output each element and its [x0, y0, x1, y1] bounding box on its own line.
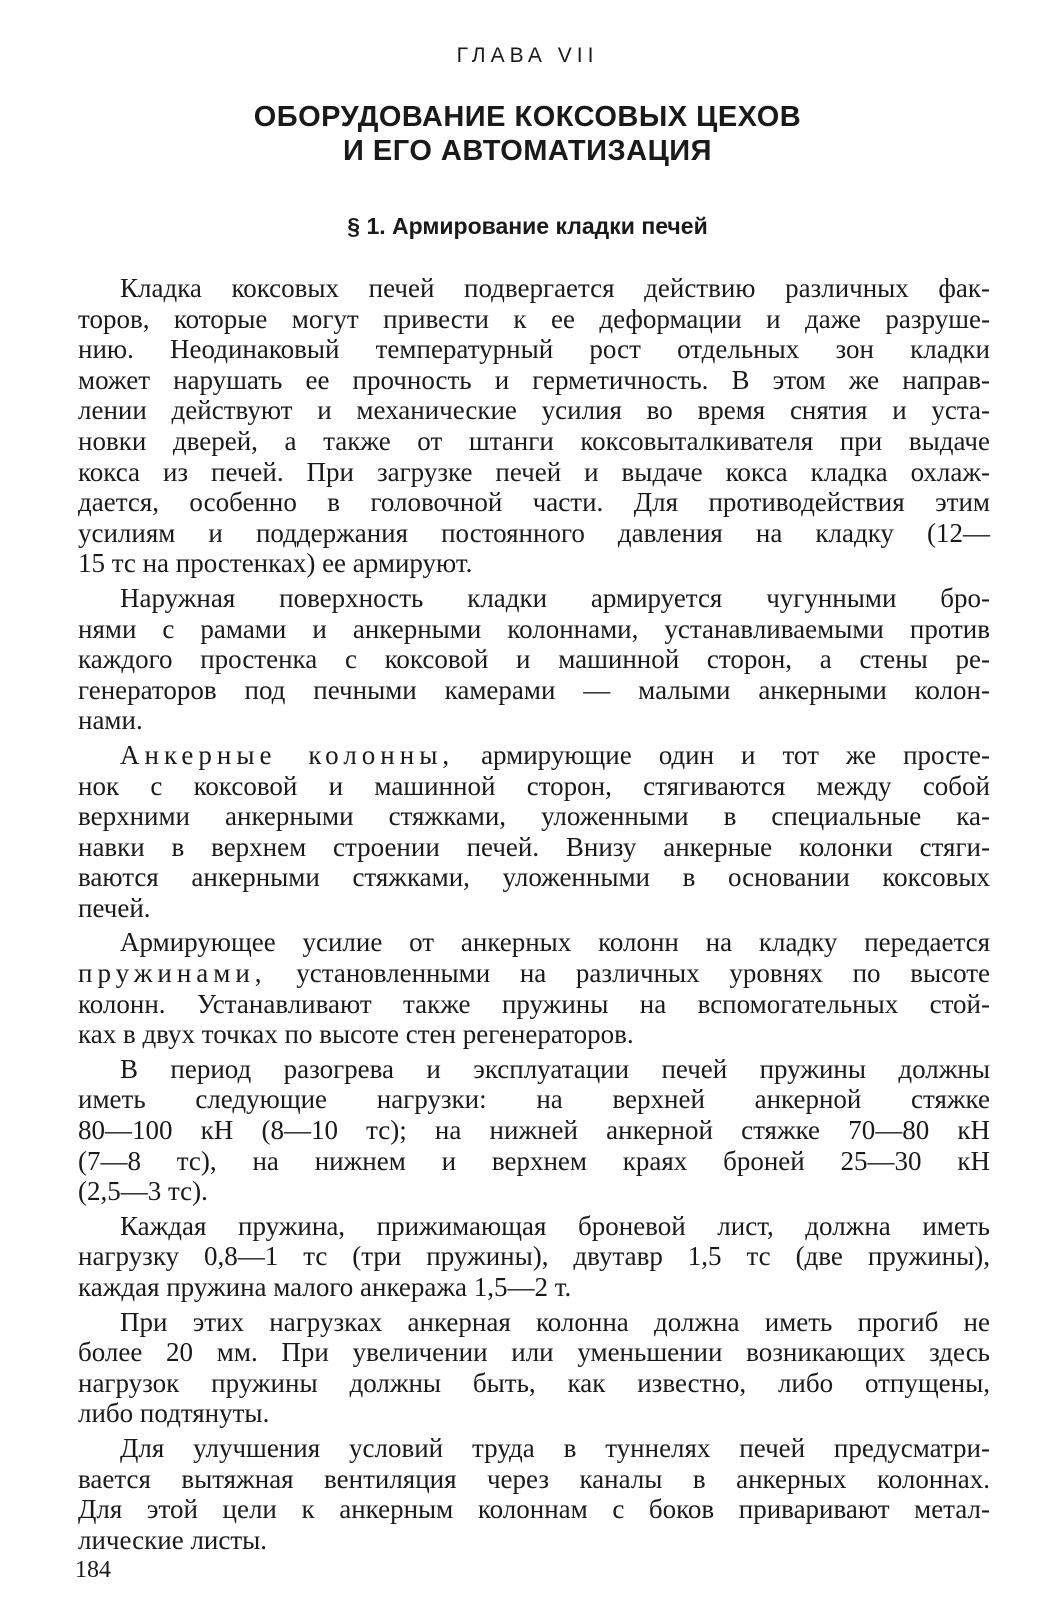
- paragraph: [78, 273, 990, 579]
- text-line: верхними анкерными стяжками, уложенными в специальные ка-: [78, 801, 990, 832]
- text-line: либо подтянуты.: [78, 1398, 270, 1429]
- text-line: Наружная поверхность кладки армируется чугунными бро-: [120, 582, 990, 613]
- body-text: [78, 273, 990, 1555]
- section-heading: § 1. Армирование кладки печей: [347, 213, 708, 239]
- paragraph: [78, 1211, 990, 1303]
- text-line: нами.: [78, 705, 143, 736]
- spaced-term: пружинами,: [78, 958, 267, 989]
- paragraph: [78, 740, 990, 924]
- text-line: навки в верхнем строении печей. Внизу анкерные колонки стяги-: [78, 831, 990, 862]
- text-line: нями с рамами и анкерными колоннами, устанавливаемыми против: [78, 613, 990, 644]
- text-line: каждая пружина малого анкеража 1,5—2 т.: [78, 1272, 572, 1302]
- text-line: 80—100 кН (8—10 тс); на нижней анкерной стяжке 70—80 кН: [78, 1115, 990, 1146]
- text-line: [78, 740, 990, 771]
- paragraph: [78, 1054, 990, 1207]
- text-line: Для этой цели к анкерным колоннам с боков приваривают метал-: [78, 1494, 990, 1525]
- text-line: Каждая пружина, прижимающая броневой лист, должна иметь: [120, 1210, 990, 1241]
- text-line: В период разогрева и эксплуатации печей пружины должны: [120, 1053, 990, 1084]
- text-line: дается, особенно в головочной части. Для противодействия этим: [78, 487, 990, 518]
- text-line: (7—8 тс), на нижнем и верхнем краях броней 25—30 кН: [78, 1145, 990, 1176]
- text-line: каждого простенка с коксовой и машинной сторон, а стены ре-: [78, 644, 990, 675]
- text-line: иметь следующие нагрузки: на верхней анкерной стяжке: [78, 1084, 990, 1115]
- text-line: генераторов под печными камерами — малыми анкерными колон-: [78, 674, 990, 705]
- chapter-title-line: ОБОРУДОВАНИЕ КОКСОВЫХ ЦЕХОВ: [253, 101, 802, 133]
- text-line: лические листы.: [78, 1524, 268, 1555]
- paragraph: [78, 1307, 990, 1429]
- text-line: При этих нагрузках анкерная колонна должна иметь прогиб не: [120, 1306, 990, 1337]
- paragraph: [78, 583, 990, 736]
- chapter-title-line: И ЕГО АВТОМАТИЗАЦИЯ: [343, 135, 712, 167]
- text-line: нок с коксовой и машинной сторон, стягиваются между собой: [78, 770, 990, 801]
- text-line: 15 тс на простенках) ее армируют.: [78, 548, 473, 579]
- text-line: более 20 мм. При увеличении или уменьшении возникающих здесь: [78, 1337, 990, 1368]
- page-number: 184: [75, 1557, 111, 1583]
- text-line: усилиям и поддержания постоянного давления на кладку (12—: [78, 517, 990, 548]
- text-line: кокса из печей. При загрузке печей и выдаче кокса кладка охлаж-: [78, 456, 990, 487]
- paragraph: [78, 927, 990, 1049]
- text-line: новки дверей, а также от штанги коксовыталкивателя при выдаче: [78, 425, 990, 456]
- text-line: Для улучшения условий труда в туннелях печей предусматри-: [120, 1432, 990, 1463]
- text-line-rest: установленными на различных уровнях по высоте: [266, 958, 990, 989]
- text-line: может нарушать ее прочность и герметичность. В этом же направ-: [78, 364, 990, 395]
- text-line: [78, 958, 990, 989]
- text-line: нагрузок пружины должны быть, как известно, либо отпущены,: [78, 1367, 990, 1398]
- text-line: печей.: [78, 892, 151, 923]
- text-line: Кладка коксовых печей подвергается действию различных фак-: [120, 273, 990, 303]
- text-line-rest: армирующие один и тот же простe-: [454, 739, 990, 770]
- text-line: вается вытяжная вентиляция через каналы в анкерных колоннах.: [78, 1463, 990, 1494]
- chapter-heading: ГЛАВА VII: [456, 44, 599, 67]
- text-line: торов, которые могут привести к ее деформации и даже разруше-: [78, 303, 990, 334]
- text-line: ках в двух точках по высоте стен регенераторов.: [78, 1019, 634, 1050]
- text-line: нию. Неодинаковый температурный рост отдельных зон кладки: [78, 334, 990, 365]
- text-line: ваются анкерными стяжками, уложенными в основании коксовых: [78, 862, 990, 893]
- text-line: нагрузку 0,8—1 тс (три пружины), двутавр 1,5 тс (две пружины),: [78, 1241, 990, 1272]
- spaced-term: Анкерные колонны,: [120, 739, 455, 770]
- text-line: Армирующее усилие от анкерных колонн на кладку передается: [120, 927, 990, 958]
- text-line: (2,5—3 тс).: [78, 1176, 208, 1207]
- paragraph: [78, 1433, 990, 1555]
- chapter-title: [0, 100, 1055, 168]
- text-line: лении действуют и механические усилия во время снятия и уста-: [78, 395, 990, 426]
- text-line: колонн. Устанавливают также пружины на вспомогательных стой-: [78, 988, 990, 1019]
